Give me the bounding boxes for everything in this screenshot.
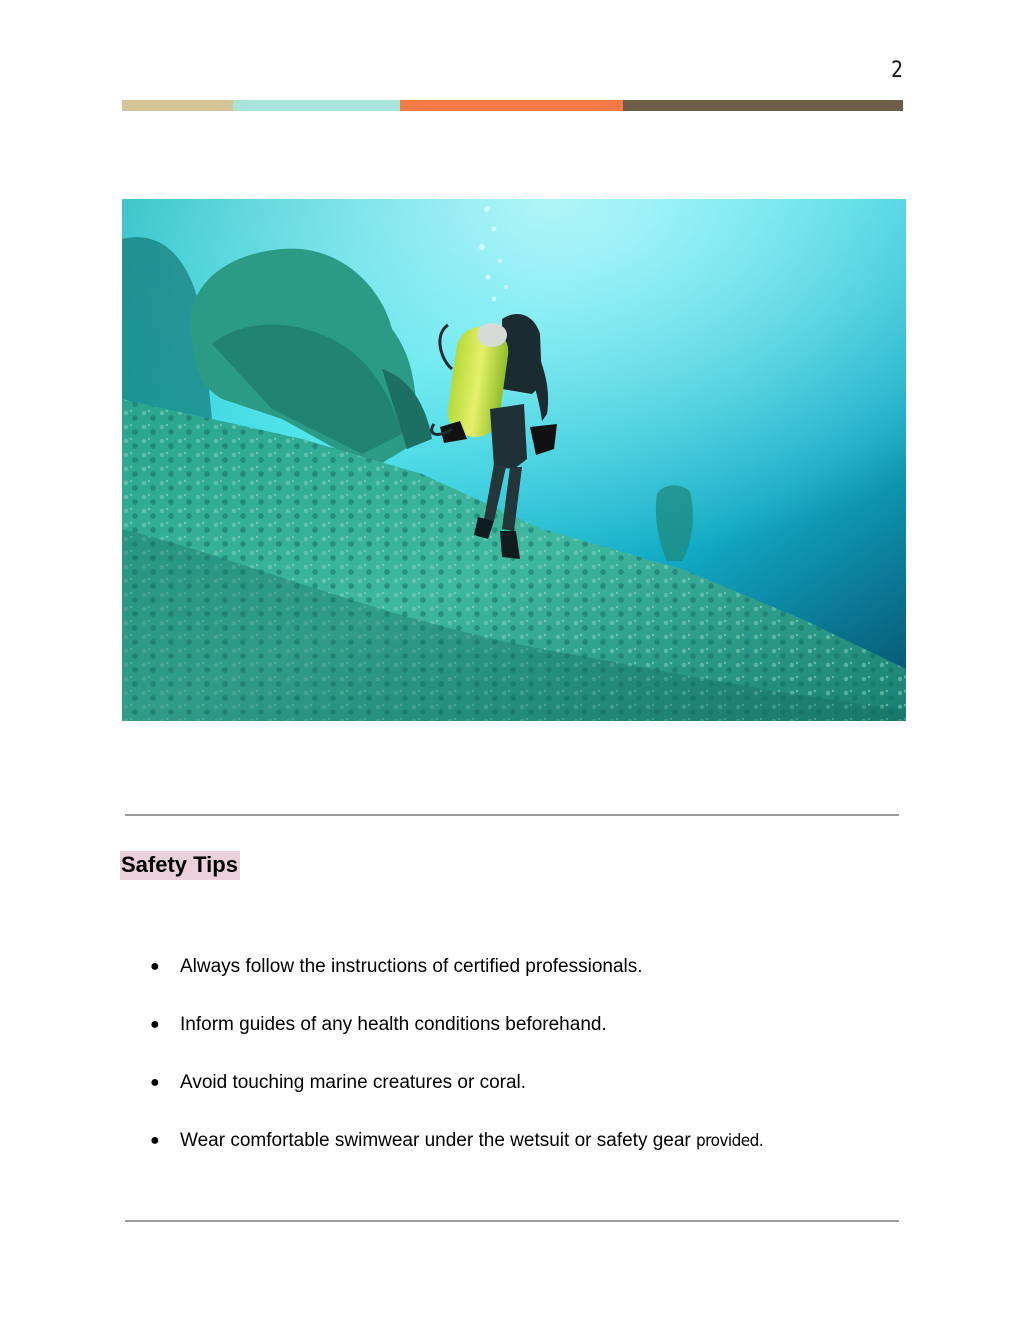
- tip-text: Inform guides of any health conditions beforehand.: [180, 1014, 607, 1035]
- bullet-icon: ●: [150, 1016, 160, 1033]
- section-heading: Safety Tips: [120, 851, 240, 880]
- tip-text: Wear comfortable swimwear under the wetsuit or safety gear provided.: [180, 1126, 771, 1156]
- color-bar-segment: [623, 100, 903, 111]
- color-bar-segment: [233, 100, 400, 111]
- bullet-icon: ●: [150, 1132, 160, 1149]
- bullet-icon: ●: [150, 1074, 160, 1091]
- color-bar-segment: [122, 100, 233, 111]
- tip-text: Avoid touching marine creatures or coral.: [180, 1072, 527, 1093]
- header-color-bar: [122, 100, 903, 111]
- bullet-icon: ●: [150, 958, 160, 975]
- tip-text-tail: provided.: [696, 1131, 764, 1151]
- scuba-diver-photo: [122, 199, 906, 721]
- page-number: 2: [891, 58, 903, 83]
- color-bar-segment: [400, 100, 623, 111]
- section-divider-bottom: [125, 1220, 899, 1222]
- section-divider-top: [125, 814, 899, 816]
- tip-text: Always follow the instructions of certified professionals.: [180, 956, 643, 977]
